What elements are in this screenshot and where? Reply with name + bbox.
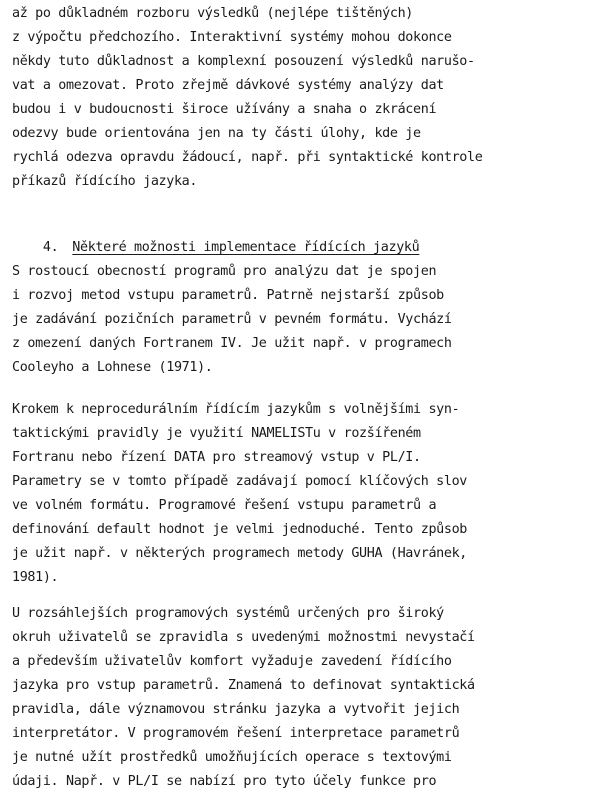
text-line: taktickými pravidly je využití NAMELISTu v rozšířeném <box>12 426 421 441</box>
text-line: a především uživatelův komfort vyžaduje zavedení řídícího <box>12 654 452 669</box>
text-line: 1981). <box>12 570 59 585</box>
text-line: okruh uživatelů se zpravidla s uvedenými možnostmi nevystačí <box>12 630 475 645</box>
text-line: S rostoucí obecností programů pro analýzu dat je spojen <box>12 264 437 279</box>
text-line: U rozsáhlejších programových systémů určených pro široký <box>12 606 444 621</box>
text-line: je nutné užít prostředků umožňujících operace s textovými <box>12 750 452 765</box>
text-line: až po důkladném rozboru výsledků (nejlépe tištěných) <box>12 6 414 21</box>
text-line: i rozvoj metod vstupu parametrů. Patrně nejstarší způsob <box>12 288 444 303</box>
text-line: budou i v budoucnosti široce užívány a snaha o zkrácení <box>12 102 437 117</box>
text-line: je užit např. v některých programech metody GUHA (Havránek, <box>12 546 467 561</box>
text-line: Krokem k neprocedurálním řídícím jazykům s volnějšími syn- <box>12 402 460 417</box>
text-line: jazyka pro vstup parametrů. Znamená to definovat syntaktická <box>12 678 475 693</box>
section-heading <box>12 218 420 255</box>
text-line: rychlá odezva opravdu žádoucí, např. při syntaktické kontrole <box>12 150 483 165</box>
text-line: je zadávání pozičních parametrů v pevném formátu. Vychází <box>12 312 452 327</box>
text-line: Cooleyho a Lohnese (1971). <box>12 360 213 375</box>
text-line: definování default hodnot je velmi jednoduché. Tento způsob <box>12 522 467 537</box>
text-line: Fortranu nebo řízení DATA pro streamový vstup v PL/I. <box>12 450 421 465</box>
section-title: Některé možnosti implementace řídících jazyků <box>72 240 420 255</box>
text-line: pravidla, dále významovou stránku jazyka a vytvořit jejich <box>12 702 460 717</box>
text-line: příkazů řídícího jazyka. <box>12 174 198 189</box>
text-line: z omezení daných Fortranem IV. Je užit např. v programech <box>12 336 452 351</box>
text-line: Parametry se v tomto případě zadávají pomocí klíčových slov <box>12 474 467 489</box>
text-line: ve volném formátu. Programové řešení vstupu parametrů a <box>12 498 437 513</box>
text-line: interpretátor. V programovém řešení interpretace parametrů <box>12 726 460 741</box>
text-line: údaji. Např. v PL/I se nabízí pro tyto účely funkce pro <box>12 774 437 789</box>
text-line: z výpočtu předchozího. Interaktivní systémy mohou dokonce <box>12 30 452 45</box>
text-line: odezvy bude orientována jen na ty části úlohy, kde je <box>12 126 421 141</box>
text-line: někdy tuto důkladnost a komplexní posouzení výsledků narušo- <box>12 54 475 69</box>
text-line: vat a omezovat. Proto zřejmě dávkové systémy analýzy dat <box>12 78 444 93</box>
section-number: 4. <box>42 240 59 255</box>
